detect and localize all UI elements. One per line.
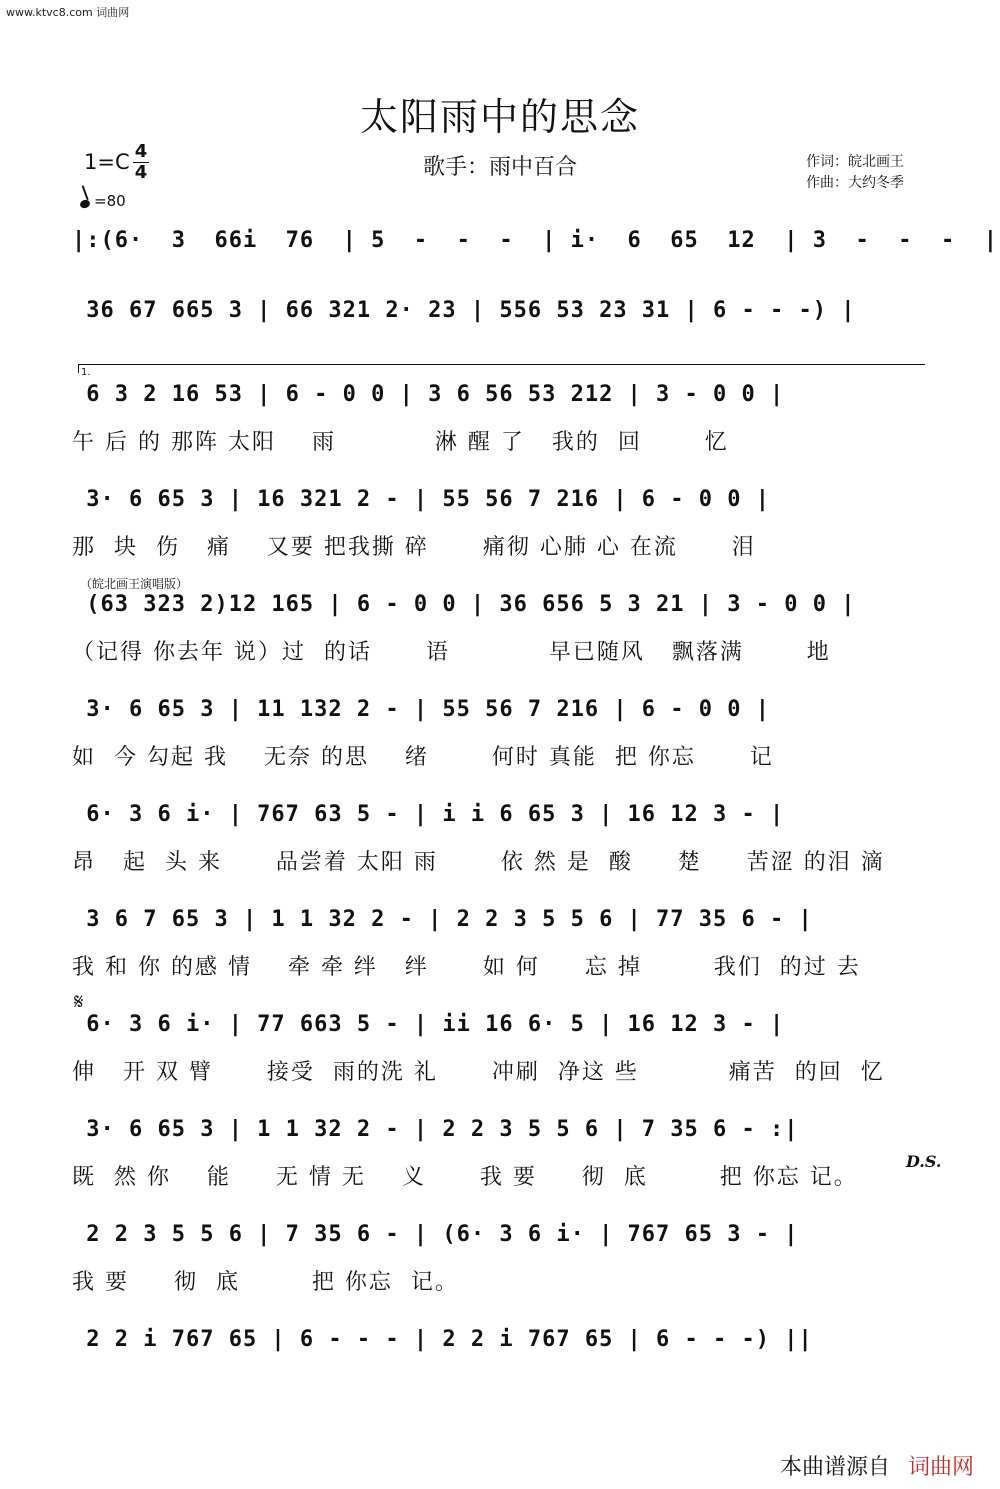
time-signature-top: 4 [134,141,148,162]
music-row-10: 3· 6 65 3 | 1 1 32 2 - | 2 2 3 5 5 6 | 7 35 6 - :| [72,1117,799,1142]
music-row-2: 36 67 665 3 | 66 321 2· 23 | 556 53 23 31 | 6 - - -) | [72,298,856,323]
song-title: 太阳雨中的思念 [359,95,640,139]
tempo-value: =80 [94,192,126,210]
lyrics-row-4: 那 块 伤 痛 又要 把我撕 碎 痛彻 心肺 心 在流 泪 [72,535,756,560]
version-annotation: （皖北画王演唱版） [80,577,189,591]
source-credit [780,1450,974,1481]
lyrics-row-11: 我 要 彻 底 把 你忘 记。 [72,1270,459,1295]
lyrics-row-7: 昂 起 头 来 品尝着 太阳 雨 依 然 是 酸 楚 苦涩 的泪 滴 [72,850,885,875]
source-label: 本曲谱源自 [779,1455,890,1480]
segno-icon: 𝄋 [74,990,84,1015]
time-signature-bottom: 4 [134,162,148,183]
credits [806,152,904,194]
music-row-8: 3 6 7 65 3 | 1 1 32 2 - | 2 2 3 5 5 6 | 77 35 6 - | [72,907,813,932]
music-row-1: |:(6· 3 66i 76 | 5 - - - | i· 6 65 12 | 3 - - - | [72,228,998,253]
ds-marking: D.S. [906,1152,942,1171]
lyricist: 作词：皖北画王 [806,154,904,170]
quarter-note-icon [79,199,91,210]
music-row-7: 6· 3 6 i· | 767 63 5 - | i i 6 65 3 | 16 12 3 - | [72,802,785,827]
lyrics-row-9: 伸 开 双 臂 接受 雨的洗 礼 冲刷 净这 些 痛苦 的回 忆 [72,1060,885,1085]
music-row-4: 3· 6 65 3 | 16 321 2 - | 55 56 7 216 | 6 - 0 0 | [72,487,771,512]
music-row-11: 2 2 3 5 5 6 | 7 35 6 - | (6· 3 6 i· | 767 65 3 - | [72,1222,799,1247]
tempo-marking [80,192,126,210]
lyrics-row-3: 午 后 的 那阵 太阳 雨 淋 醒 了 我的 回 忆 [72,430,729,455]
music-row-6: 3· 6 65 3 | 11 132 2 - | 55 56 7 216 | 6 - 0 0 | [72,697,771,722]
volta-label: 1. [81,367,91,378]
lyrics-row-6: 如 今 勾起 我 无奈 的思 绪 何时 真能 把 你忘 记 [72,745,774,770]
singer: 歌手：雨中百合 [422,155,577,180]
source-brand[interactable]: 词曲网 [907,1455,974,1480]
lyrics-row-10: 既 然 你 能 无 情 无 义 我 要 彻 底 把 你忘 记。 [72,1165,858,1190]
music-row-9: 6· 3 6 i· | 77 663 5 - | ii 16 6· 5 | 16 12 3 - | [72,1012,785,1037]
music-row-12: 2 2 i 767 65 | 6 - - - | 2 2 i 767 65 | 6 - - -) || [72,1327,813,1352]
key-signature: 1=C [84,150,130,174]
site-url: www.ktvc8.com 词曲网 [6,6,130,19]
music-row-3: 6 3 2 16 53 | 6 - 0 0 | 3 6 56 53 212 | 3 - 0 0 | [72,382,785,407]
composer: 作曲：大约冬季 [806,175,904,191]
lyrics-row-5: （记得 你去年 说）过 的话 语 早已随风 飘落满 地 [72,640,831,665]
music-row-5: (63 323 2)12 165 | 6 - 0 0 | 36 656 5 3 21 | 3 - 0 0 | [72,592,856,617]
lyrics-row-8: 我 和 你 的感 情 牵 牵 绊 绊 如 何 忘 掉 我们 的过 去 [72,955,861,980]
volta-bracket [78,364,925,378]
